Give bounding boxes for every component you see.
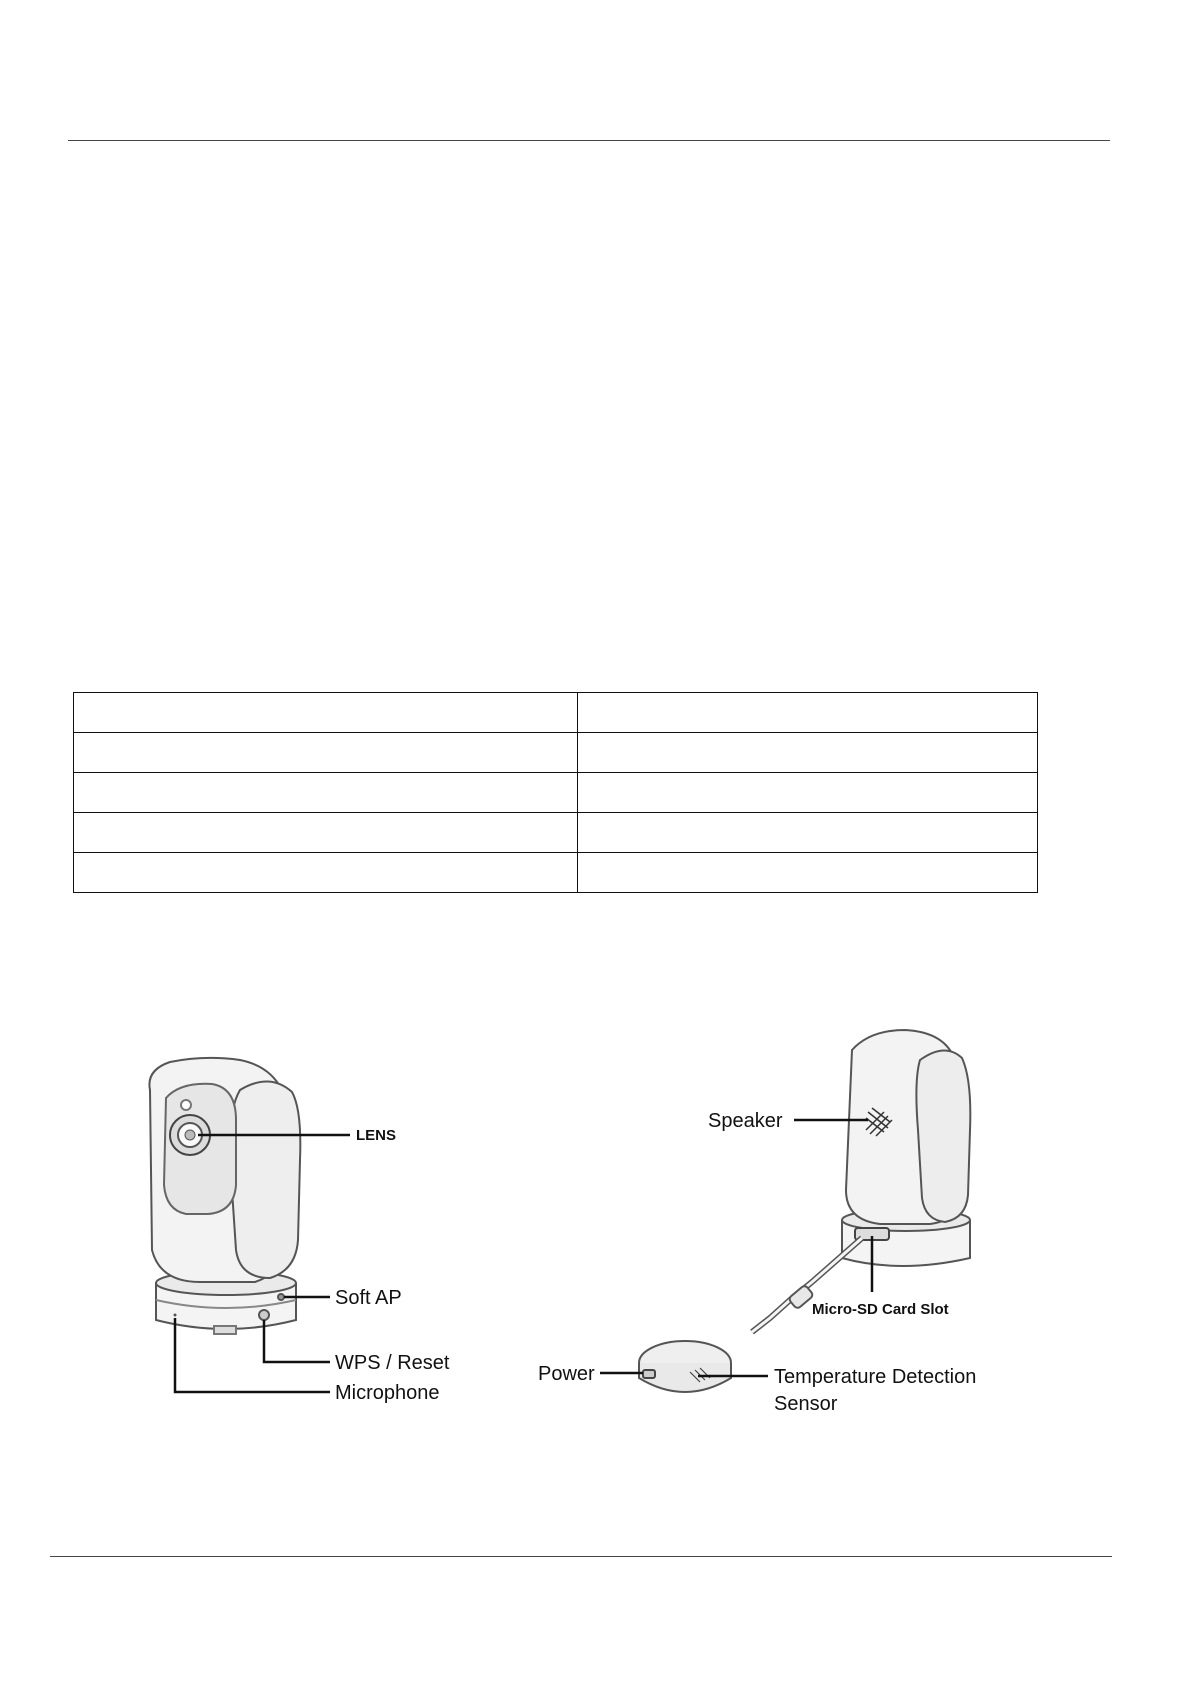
speaker-label: Speaker <box>708 1110 783 1132</box>
table-row <box>74 813 1038 853</box>
table-cell <box>74 773 578 813</box>
table-cell <box>578 693 1038 733</box>
table-cell <box>578 813 1038 853</box>
micro-sd-label: Micro-SD Card Slot <box>812 1301 949 1318</box>
table-cell <box>578 733 1038 773</box>
rear-callout-lines <box>600 1120 872 1376</box>
table-row <box>74 693 1038 733</box>
camera-diagram <box>0 1020 1188 1440</box>
rear-camera-illustration <box>639 1030 970 1392</box>
table-cell <box>578 773 1038 813</box>
temperature-label-line2: Sensor <box>774 1393 838 1415</box>
front-camera-illustration <box>149 1058 300 1334</box>
table-cell <box>74 813 578 853</box>
footer-rule <box>50 1556 1112 1557</box>
wps-reset-label: WPS / Reset <box>335 1352 450 1374</box>
spec-table <box>73 692 1038 893</box>
microphone-label: Microphone <box>335 1382 440 1404</box>
header-rule <box>68 140 1110 141</box>
soft-ap-label: Soft AP <box>335 1287 402 1309</box>
table-row <box>74 853 1038 893</box>
power-label: Power <box>538 1363 595 1385</box>
table-cell <box>74 853 578 893</box>
table-cell <box>74 693 578 733</box>
lens-label: LENS <box>356 1127 397 1144</box>
temperature-label-line1: Temperature Detection <box>774 1366 977 1388</box>
table-row <box>74 733 1038 773</box>
table-cell <box>578 853 1038 893</box>
table-cell <box>74 733 578 773</box>
table-row <box>74 773 1038 813</box>
